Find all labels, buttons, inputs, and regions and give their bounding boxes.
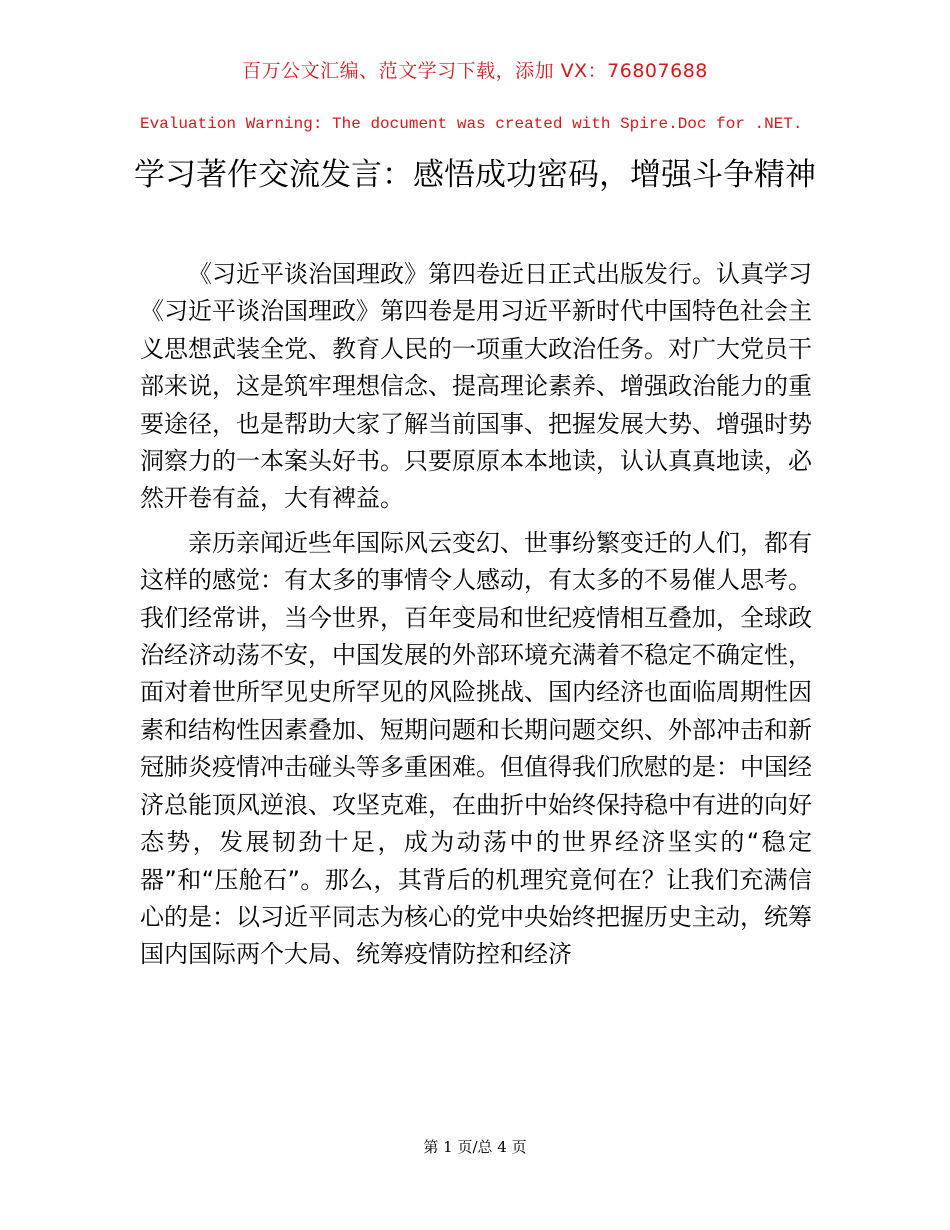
- document-body: [140, 256, 812, 981]
- paragraph-1: 《习近平谈治国理政》第四卷近日正式出版发行。认真学习《习近平谈治国理政》第四卷是用习近平新时代中国特色社会主义思想武装全党、教育人民的一项重大政治任务。对广大党员干部来说，这是筑牢理想信念、提高理论素养、增强政治能力的重要途径，也是帮助大家了解当前国事、把握发展大势、增强时势洞察力的一本案头好书。只要原原本本地读，认认真真地读，必然开卷有益，大有裨益。: [140, 260, 812, 513]
- evaluation-warning: Evaluation Warning: The document was created with Spire.Doc for .NET.: [140, 115, 803, 133]
- header-banner: 百万公文汇编、范文学习下载，添加 VX：76807688: [242, 60, 708, 82]
- document-title: 学习著作交流发言：感悟成功密码，增强斗争精神: [134, 157, 816, 193]
- page-number-footer: 第 1 页/总 4 页: [423, 1138, 527, 1156]
- paragraph-2: 亲历亲闻近些年国际风云变幻、世事纷繁变迁的人们，都有这样的感觉：有太多的事情令人感动，有太多的不易催人思考。我们经常讲，当今世界，百年变局和世纪疫情相互叠加，全球政治经济动荡不安，中国发展的外部环境充满着不稳定不确定性，面对着世所罕见史所罕见的风险挑战、国内经济也面临周期性因素和结构性因素叠加、短期问题和长期问题交织、外部冲击和新冠肺炎疫情冲击碰头等多重困难。但值得我们欣慰的是：中国经济总能顶风逆浪、攻坚克难，在曲折中始终保持稳中有进的向好态势，发展韧劲十足，成为动荡中的世界经济坚实的“稳定器”和“压舱石”。那么，其背后的机理究竟何在？让我们充满信心的是：以习近平同志为核心的党中央始终把握历史主动，统筹国内国际两个大局、统筹疫情防控和经济: [140, 528, 812, 969]
